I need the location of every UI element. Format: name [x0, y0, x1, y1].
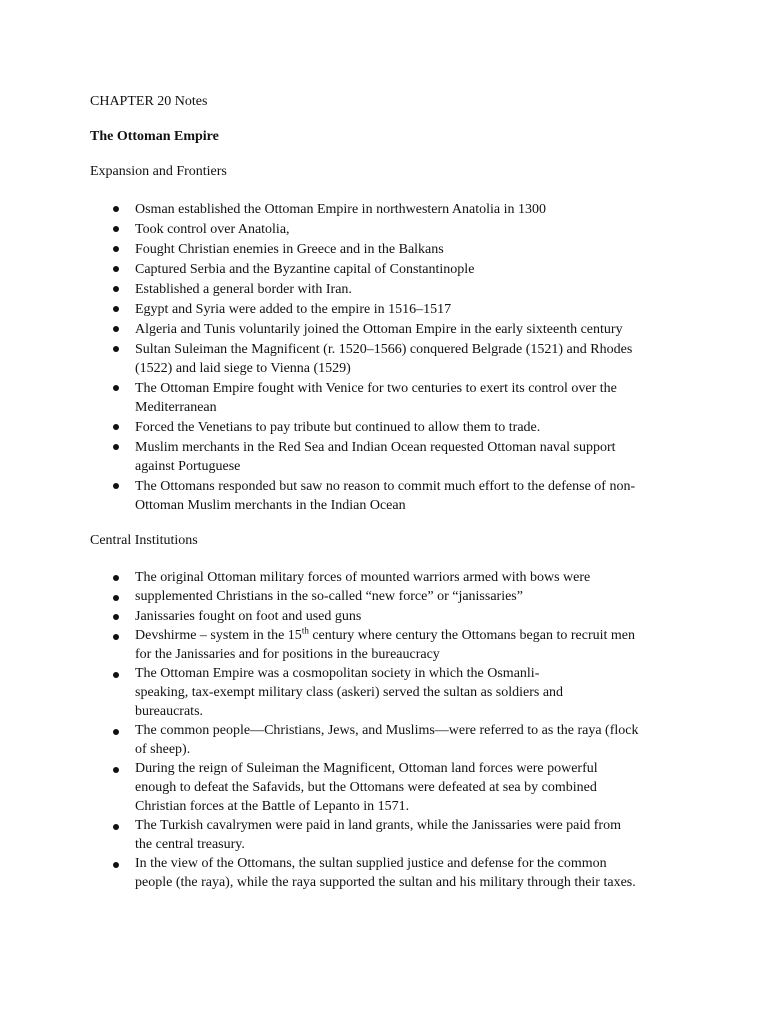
bullet-icon [113, 862, 119, 868]
bullet-icon [113, 444, 119, 450]
list-item-text: Established a general border with Iran. [135, 281, 352, 297]
list-item-text: people (the raya), while the raya supported the sultan and his military through their taxes. [135, 875, 636, 890]
list-item-text: In the view of the Ottomans, the sultan supplied justice and defense for the common [135, 856, 607, 872]
bullet-icon [113, 206, 119, 212]
list-item-text: Devshirme – system in the 15th century where century the Ottomans began to recruit men [135, 625, 635, 644]
bullet-icon [113, 729, 119, 735]
list-item-text: against Portuguese [135, 458, 241, 474]
list-item-text: Captured Serbia and the Byzantine capital of Constantinople [135, 261, 475, 277]
list-item [90, 239, 690, 259]
list-item-text: Mediterranean [135, 399, 217, 415]
bullet-icon [113, 326, 119, 332]
list-item [90, 760, 690, 817]
list-item [90, 855, 690, 893]
bullet-icon [113, 306, 119, 312]
bullet-icon [113, 246, 119, 252]
list-item [90, 199, 690, 219]
list-item-text: bureaucrats. [135, 703, 204, 719]
list-item-text: Sultan Suleiman the Magnificent (r. 1520–1566) conquered Belgrade (1521) and Rhodes [135, 341, 633, 357]
list-item-text: Forced the Venetians to pay tribute but continued to allow them to trade. [135, 419, 541, 435]
list-item-text: During the reign of Suleiman the Magnificent, Ottoman land forces were powerful [135, 761, 598, 777]
bullet-list-expansion [90, 199, 690, 515]
list-item-text: speaking, tax-exempt military class (askeri) served the sultan as soldiers and [135, 685, 564, 701]
bullet-icon [113, 614, 119, 620]
list-item-text: The Ottoman Empire fought with Venice for two centuries to exert its control over the [135, 380, 617, 396]
bullet-icon [113, 767, 119, 773]
list-item [90, 319, 690, 339]
list-item-text: The original Ottoman military forces of mounted warriors armed with bows were [135, 569, 591, 585]
list-item [90, 437, 690, 476]
section-heading-expansion: Expansion and Frontiers [90, 164, 227, 179]
bullet-icon [113, 266, 119, 272]
superscript-text: th [301, 625, 309, 636]
chapter-heading: CHAPTER 20 Notes [90, 94, 208, 109]
list-item [90, 588, 690, 608]
list-item-text: (1522) and laid siege to Vienna (1529) [135, 360, 351, 376]
list-item [90, 259, 690, 279]
list-item-text: Fought Christian enemies in Greece and in the Balkans [135, 241, 444, 257]
list-item [90, 627, 690, 665]
list-item [90, 817, 690, 855]
bullet-icon [113, 226, 119, 232]
bullet-icon [113, 385, 119, 391]
list-item-text: Algeria and Tunis voluntarily joined the Ottoman Empire in the early sixteenth century [135, 321, 623, 337]
list-item-text: Christian forces at the Battle of Lepanto in 1571. [135, 798, 410, 814]
list-item-text: The Turkish cavalrymen were paid in land grants, while the Janissaries were paid from [135, 818, 621, 834]
bullet-icon [113, 672, 119, 678]
list-item-text: supplemented Christians in the so-called “new force” or “janissaries” [135, 589, 523, 605]
bullet-icon [113, 346, 119, 352]
document-title: The Ottoman Empire [90, 129, 219, 144]
list-item [90, 219, 690, 239]
list-item-text: Muslim merchants in the Red Sea and Indian Ocean requested Ottoman naval support [135, 439, 616, 455]
list-item [90, 568, 690, 588]
section-heading-central-institutions: Central Institutions [90, 533, 198, 548]
list-item-text: The Ottoman Empire was a cosmopolitan society in which the Osmanli- [135, 666, 540, 682]
list-item-text: enough to defeat the Safavids, but the Ottomans were defeated at sea by combined [135, 780, 597, 796]
bullet-icon [113, 483, 119, 489]
list-item [90, 339, 690, 378]
list-item [90, 665, 690, 722]
list-item [90, 722, 690, 760]
list-item-text: the central treasury. [135, 836, 245, 852]
bullet-icon [113, 575, 119, 581]
list-item [90, 378, 690, 417]
bullet-icon [113, 824, 119, 830]
list-item [90, 607, 690, 627]
document-page [90, 93, 690, 910]
list-item-text: of sheep). [135, 741, 191, 757]
bullet-list-central-institutions [90, 568, 690, 893]
list-item [90, 299, 690, 319]
list-item-text: Janissaries fought on foot and used guns [135, 608, 362, 624]
list-item-text: The Ottomans responded but saw no reason to commit much effort to the defense of non- [135, 478, 636, 494]
list-item-text: for the Janissaries and for positions in the bureaucracy [135, 646, 440, 662]
list-item [90, 279, 690, 299]
list-item [90, 476, 690, 515]
bullet-icon [113, 595, 119, 601]
list-item-text: The common people—Christians, Jews, and Muslims—were referred to as the raya (flock [135, 723, 639, 739]
bullet-icon [113, 424, 119, 430]
bullet-icon [113, 286, 119, 292]
list-item-text: Ottoman Muslim merchants in the Indian Ocean [135, 497, 406, 513]
bullet-icon [113, 634, 119, 640]
list-item-text: Osman established the Ottoman Empire in northwestern Anatolia in 1300 [135, 201, 546, 217]
list-item-text: Took control over Anatolia, [135, 221, 290, 237]
list-item-text: Egypt and Syria were added to the empire in 1516–1517 [135, 301, 452, 317]
list-item [90, 417, 690, 437]
